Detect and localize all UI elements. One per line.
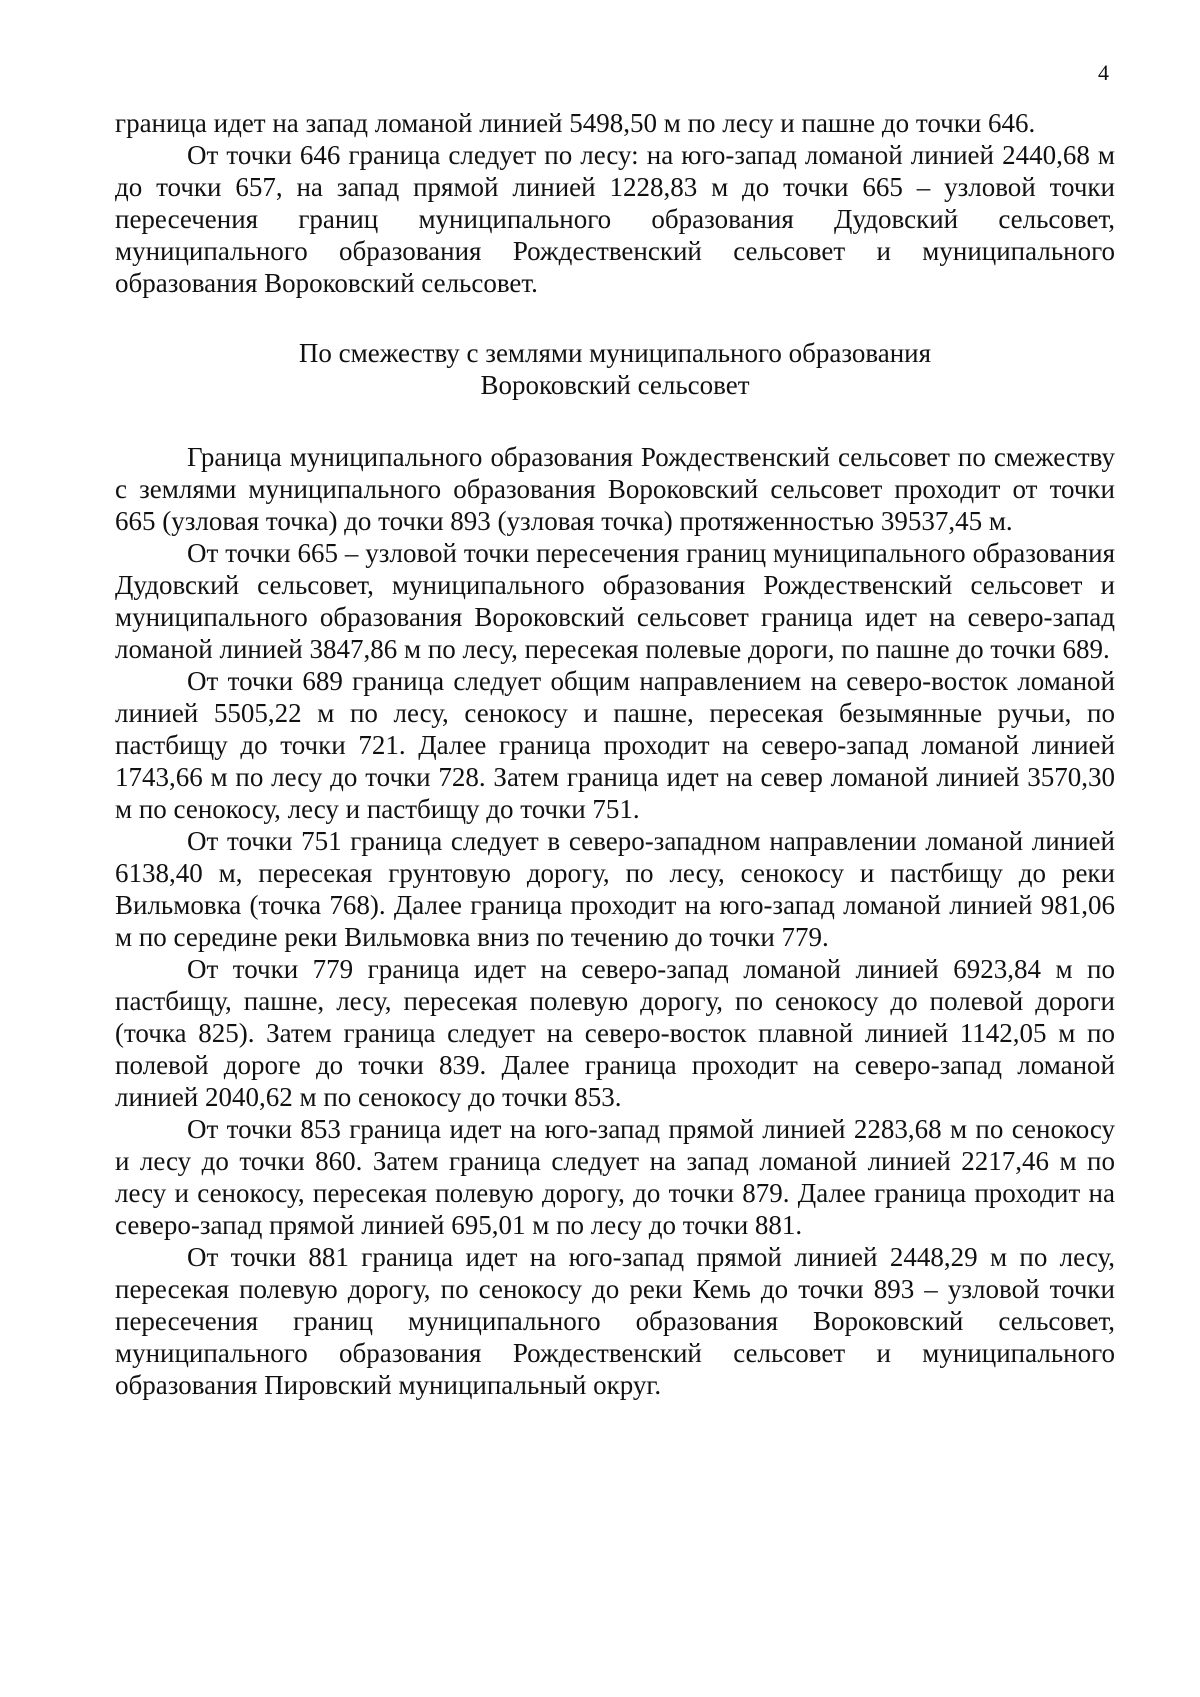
paragraph: Граница муниципального образования Рождественский сельсовет по смежеству с землями муниципального образования Вороковский сельсовет проходит от точки 665 (узловая точка) до точки 893 (узловая точка) протяженностью 39537,45 м. <box>115 442 1115 536</box>
document-body <box>115 107 1115 1401</box>
section-heading-line-2: Вороковский сельсовет <box>480 370 750 400</box>
section-heading <box>115 337 1115 401</box>
paragraph: От точки 646 граница следует по лесу: на юго-запад ломаной линией 2440,68 м до точки 657, на запад прямой линией 1228,83 м до точки 665 – узловой точки пересечения границ муниципального образования Дудовский сельсовет, муниципального образования Рождественский сельсовет и муниципального образования Вороковский сельсовет. <box>115 140 1115 298</box>
section-heading-line-1: По смежеству с землями муниципального образования <box>298 338 932 368</box>
paragraph: От точки 665 – узловой точки пересечения границ муниципального образования Дудовский сельсовет, муниципального образования Рождественский сельсовет и муниципального образования Вороковский сельсовет граница идет на северо-запад ломаной линией 3847,86 м по лесу, пересекая полевые дороги, по пашне до точки 689. <box>115 538 1115 664</box>
paragraph-continuation: граница идет на запад ломаной линией 5498,50 м по лесу и пашне до точки 646. <box>115 108 1036 138</box>
paragraph: От точки 689 граница следует общим направлением на северо-восток ломаной линией 5505,22 м по лесу, сенокосу и пашне, пересекая безымянные ручьи, по пастбищу до точки 721. Далее граница проходит на северо-запад ломаной линией 1743,66 м по лесу до точки 728. Затем граница идет на север ломаной линией 3570,30 м по сенокосу, лесу и пастбищу до точки 751. <box>115 666 1115 824</box>
paragraph: От точки 779 граница идет на северо-запад ломаной линией 6923,84 м по пастбищу, пашне, лесу, пересекая полевую дорогу, по сенокосу до полевой дороги (точка 825). Затем граница следует на северо-восток плавной линией 1142,05 м по полевой дороге до точки 839. Далее граница проходит на северо-запад ломаной линией 2040,62 м по сенокосу до точки 853. <box>115 954 1115 1112</box>
page-number: 4 <box>1098 60 1109 85</box>
paragraph: От точки 853 граница идет на юго-запад прямой линией 2283,68 м по сенокосу и лесу до точки 860. Затем граница следует на запад ломаной линией 2217,46 м по лесу и сенокосу, пересекая полевую дорогу, до точки 879. Далее граница проходит на северо-запад прямой линией 695,01 м по лесу до точки 881. <box>115 1114 1115 1240</box>
paragraph: От точки 751 граница следует в северо-западном направлении ломаной линией 6138,40 м, пересекая грунтовую дорогу, по лесу, сенокосу и пастбищу до реки Вильмовка (точка 768). Далее граница проходит на юго-запад ломаной линией 981,06 м по середине реки Вильмовка вниз по течению до точки 779. <box>115 826 1115 952</box>
paragraph: От точки 881 граница идет на юго-запад прямой линией 2448,29 м по лесу, пересекая полевую дорогу, по сенокосу до реки Кемь до точки 893 – узловой точки пересечения границ муниципального образования Вороковский сельсовет, муниципального образования Рождественский сельсовет и муниципального образования Пировский муниципальный округ. <box>115 1242 1115 1400</box>
